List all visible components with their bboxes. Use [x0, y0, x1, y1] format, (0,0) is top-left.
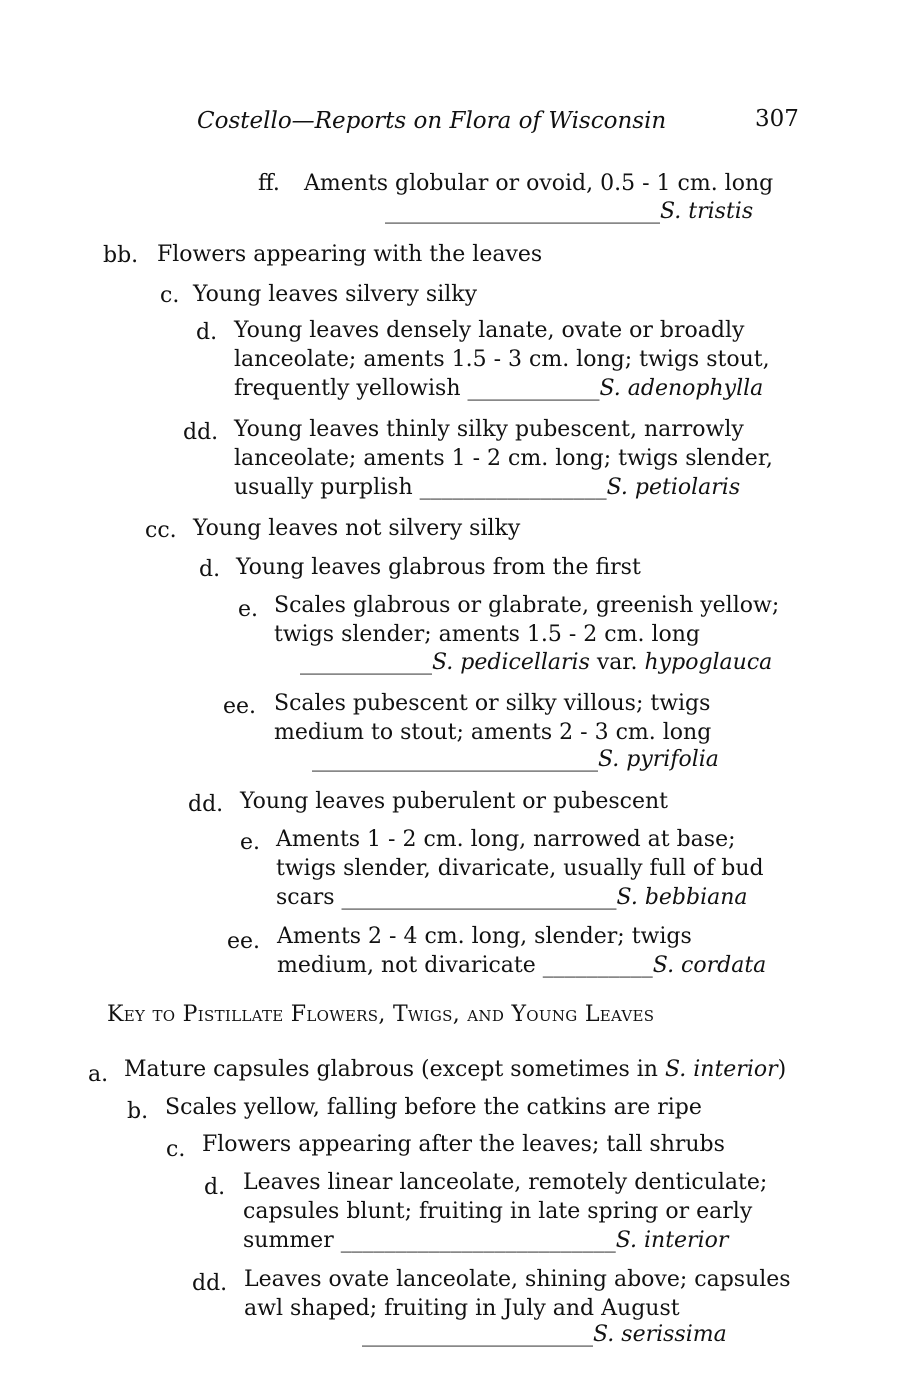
key-dash-line	[385, 197, 753, 226]
key-line: Scales glabrous or glabrate, greenish yellow;	[274, 593, 780, 618]
leader-dashes: __________	[542, 953, 653, 978]
key-label: e.	[238, 597, 259, 622]
key-entry	[202, 1130, 725, 1159]
key-line: Leaves ovate lanceolate, shining above; capsules	[244, 1267, 791, 1292]
key-line-end: medium, not divaricate	[277, 953, 536, 978]
key-line: lanceolate; aments 1 - 2 cm. long; twigs slender,	[234, 446, 773, 471]
key-dash-line	[234, 374, 770, 403]
key-line: Aments 1 - 2 cm. long, narrowed at base;	[276, 827, 736, 852]
key-line-end: usually purplish	[234, 475, 413, 500]
key-line: lanceolate; aments 1.5 - 3 cm. long; twigs stout,	[234, 347, 770, 372]
key-label: bb.	[103, 243, 139, 268]
key-entry	[236, 553, 641, 582]
key-label: ee.	[223, 694, 257, 719]
key-label: d.	[196, 320, 218, 345]
key-line: Young leaves not silvery silky	[193, 516, 521, 541]
key-entry	[274, 591, 779, 649]
key-heading: Key to Pistillate Flowers, Twigs, and Young Leaves	[107, 1002, 655, 1027]
key-line: Flowers appearing after the leaves; tall shrubs	[202, 1132, 725, 1157]
key-line: twigs slender, divaricate, usually full of bud	[276, 856, 764, 881]
key-line: Young leaves glabrous from the first	[236, 555, 641, 580]
key-line: twigs slender; aments 1.5 - 2 cm. long	[274, 622, 701, 647]
key-line: capsules blunt; fruiting in late spring or early	[243, 1199, 753, 1224]
key-entry	[165, 1093, 702, 1122]
key-line: Young leaves silvery silky	[193, 282, 478, 307]
key-dash-line	[234, 473, 773, 502]
key-line: Aments 2 - 4 cm. long, slender; twigs	[277, 924, 692, 949]
key-label: c.	[166, 1137, 186, 1162]
key-label: cc.	[145, 518, 177, 543]
key-label: c.	[160, 283, 180, 308]
species-name: S. serissima	[593, 1322, 727, 1347]
species-var: var.	[596, 650, 638, 675]
key-entry	[234, 316, 770, 403]
species-name: S. cordata	[652, 953, 767, 978]
key-line: Mature capsules glabrous (except sometimes in	[124, 1057, 658, 1082]
key-entry	[244, 1265, 791, 1323]
key-label: dd.	[183, 420, 219, 445]
key-line: Scales yellow, falling before the catkins are ripe	[165, 1095, 702, 1120]
key-entry	[234, 415, 773, 502]
key-label: d.	[204, 1175, 226, 1200]
key-entry	[276, 825, 764, 912]
species-name: S. pedicellaris	[432, 650, 590, 675]
leader-dashes: _____________________	[362, 1322, 593, 1347]
key-entry	[274, 689, 711, 747]
key-line-wrap	[124, 1055, 786, 1084]
key-label: d.	[199, 557, 221, 582]
key-entry	[193, 514, 520, 543]
key-label: dd.	[188, 792, 224, 817]
key-entry	[193, 280, 477, 309]
key-dash-line	[276, 883, 764, 912]
key-dash-line	[312, 745, 719, 774]
leader-dashes: _________________________	[385, 199, 660, 224]
key-line: Young leaves densely lanate, ovate or broadly	[234, 318, 745, 343]
key-label: a.	[88, 1062, 109, 1087]
key-dash-line	[300, 648, 772, 677]
key-dash-line	[243, 1226, 767, 1255]
leader-dashes: _________________________	[340, 1228, 616, 1253]
key-line-end: )	[777, 1057, 787, 1082]
key-line: Young leaves thinly silky pubescent, narrowly	[234, 417, 744, 442]
page-number: 307	[755, 106, 799, 132]
key-line: awl shaped; fruiting in July and August	[244, 1296, 680, 1321]
key-entry	[243, 1168, 767, 1255]
leader-dashes: _________________________	[341, 885, 617, 910]
species-name: S. adenophylla	[599, 376, 764, 401]
key-line: Young leaves puberulent or pubescent	[240, 789, 669, 814]
leader-dashes: ____________	[467, 376, 600, 401]
key-line: Leaves linear lanceolate, remotely denticulate;	[243, 1170, 768, 1195]
key-dash-line	[277, 951, 766, 980]
leader-dashes: ____________	[300, 650, 432, 675]
key-label: e.	[240, 830, 261, 855]
key-entry	[157, 240, 542, 269]
species-name: S. pyrifolia	[598, 747, 719, 772]
key-line-end: summer	[243, 1228, 334, 1253]
species-name: S. interior	[615, 1228, 729, 1253]
running-title: Costello—Reports on Flora of Wisconsin	[197, 108, 667, 134]
key-line: Flowers appearing with the leaves	[157, 242, 543, 267]
key-entry	[124, 1055, 786, 1084]
key-line: Scales pubescent or silky villous; twigs	[274, 691, 711, 716]
key-line: Aments globular or ovoid, 0.5 - 1 cm. long	[304, 171, 774, 196]
key-entry	[240, 787, 668, 816]
key-line-end: frequently yellowish	[234, 376, 461, 401]
key-entry	[277, 922, 766, 980]
species-name: S. bebbiana	[616, 885, 748, 910]
species-variety: hypoglauca	[644, 650, 773, 675]
leader-dashes: _________________	[419, 475, 607, 500]
key-line: medium to stout; aments 2 - 3 cm. long	[274, 720, 712, 745]
leader-dashes: __________________________	[312, 747, 598, 772]
key-label: ee.	[227, 929, 261, 954]
key-dash-line	[362, 1320, 727, 1349]
species-name: S. tristis	[660, 199, 754, 224]
key-label: b.	[127, 1099, 149, 1124]
key-line-end: scars	[276, 885, 335, 910]
species-name: S. petiolaris	[606, 475, 741, 500]
key-label: dd.	[192, 1271, 228, 1296]
key-entry	[304, 169, 773, 198]
key-label: ff.	[258, 171, 280, 196]
species-name: S. interior	[664, 1057, 778, 1082]
